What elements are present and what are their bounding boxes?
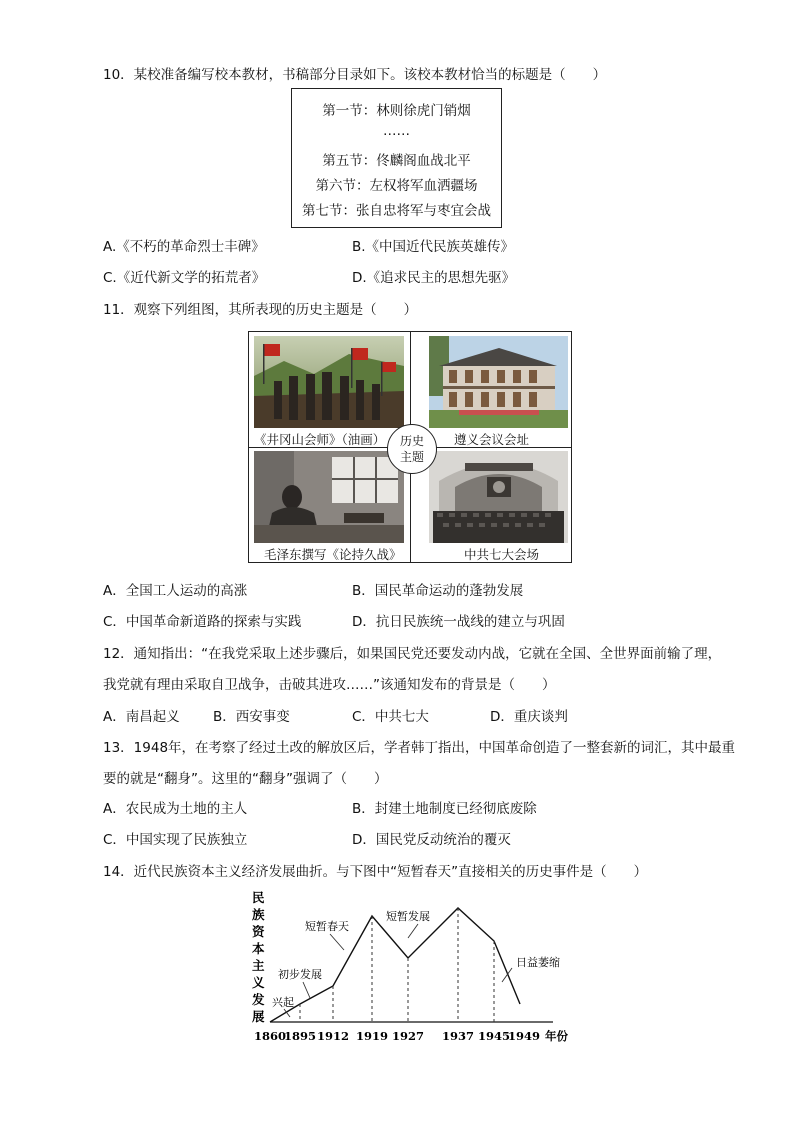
q11-option-b[interactable]: B．国民革命运动的蓬勃发展 xyxy=(352,583,524,599)
q12-option-a[interactable]: A．南昌起义 xyxy=(103,709,180,725)
x-tick-label: 1927 xyxy=(391,1029,425,1043)
curve-annotations xyxy=(272,909,560,1009)
y-axis-label-char: 资 xyxy=(252,924,265,939)
toc-line: …… xyxy=(383,123,410,139)
q14-stem: 14．近代民族资本主义经济发展曲折。与下图中“短暂春天”直接相关的历史事件是（ ） xyxy=(103,864,648,880)
q10-option-d[interactable]: D.《追求民主的思想先驱》 xyxy=(352,270,516,286)
toc-line: 第一节：林则徐虎门销烟 xyxy=(322,103,471,119)
y-axis-label-char: 民 xyxy=(252,890,265,905)
q10-option-b[interactable]: B.《中国近代民族英雄传》 xyxy=(352,239,515,255)
q11-option-a[interactable]: A．全国工人运动的高涨 xyxy=(103,583,248,599)
caption-jinggangshan: 《井冈山会师》（油画） xyxy=(254,432,386,447)
q13-option-b[interactable]: B．封建土地制度已经彻底废除 xyxy=(352,801,537,817)
y-axis-label-char: 发 xyxy=(252,992,265,1007)
q11-stem: 11．观察下列组图，其所表现的历史主题是（ ） xyxy=(103,302,418,318)
q13-stem-line2: 要的就是“翻身”。这里的“翻身”强调了（ ） xyxy=(103,771,388,787)
x-tick-label: 1860 xyxy=(253,1029,287,1043)
toc-line: 第五节：佟麟阁血战北平 xyxy=(322,153,471,169)
toc-line: 第六节：左权将军血洒疆场 xyxy=(315,178,478,194)
y-axis-label-char: 本 xyxy=(252,941,265,956)
q12-option-c[interactable]: C．中共七大 xyxy=(352,709,429,725)
x-tick-labels xyxy=(254,1029,540,1043)
seventh-congress-image xyxy=(429,451,568,543)
y-axis-label-char: 展 xyxy=(252,1009,265,1024)
x-tick-label: 1949 xyxy=(507,1029,541,1043)
x-axis-label: 年份 xyxy=(545,1029,568,1043)
x-tick-label: 1945 xyxy=(477,1029,511,1043)
q10-option-a[interactable]: A.《不朽的革命烈士丰碑》 xyxy=(103,239,265,255)
caption-zunyi: 遵义会议会址 xyxy=(454,432,530,447)
q11-option-d[interactable]: D．抗日民族统一战线的建立与巩固 xyxy=(352,614,565,630)
x-tick-label: 1895 xyxy=(283,1029,317,1043)
y-axis-label-char: 族 xyxy=(252,907,265,922)
q12-stem-line2: 我党就有理由采取自卫战争，击破其进攻……”该通知发布的背景是（ ） xyxy=(103,677,556,693)
q12-option-b[interactable]: B．西安事变 xyxy=(213,709,290,725)
annotation-arrow xyxy=(303,982,310,998)
caption-seventh-congress: 中共七大会场 xyxy=(464,547,540,562)
annotation-arrow xyxy=(330,934,344,950)
q12-option-d[interactable]: D．重庆谈判 xyxy=(490,709,568,725)
curve-annotation: 初步发展 xyxy=(278,968,322,981)
y-axis-label xyxy=(251,890,265,1024)
chart-svg xyxy=(248,886,578,1048)
curve-annotation: 短暂春天 xyxy=(305,920,349,933)
zunyi-site-image xyxy=(429,336,568,428)
x-tick-label: 1912 xyxy=(316,1029,350,1043)
q11-option-c[interactable]: C．中国革命新道路的探索与实践 xyxy=(103,614,302,630)
q13-option-d[interactable]: D．国民党反动统治的覆灭 xyxy=(352,832,511,848)
jinggangshan-painting-image xyxy=(254,336,404,428)
q12-stem-line1: 12．通知指出：“在我党采取上述步骤后，如果国民党还要发动内战，它就在全国、全世界面前输了理， xyxy=(103,646,722,662)
mao-writing-image xyxy=(254,451,404,543)
capitalism-development-chart xyxy=(248,886,578,1048)
q10-toc-box xyxy=(291,88,502,228)
y-axis-label-char: 义 xyxy=(252,975,265,990)
y-axis-label-char: 主 xyxy=(252,958,265,973)
history-theme-circle xyxy=(387,424,437,474)
curve-annotation: 兴起 xyxy=(272,996,294,1009)
q10-option-c[interactable]: C.《近代新文学的拓荒者》 xyxy=(103,270,266,286)
x-tick-label: 1919 xyxy=(355,1029,389,1043)
theme-label-1: 历史 xyxy=(399,434,424,448)
annotation-arrow xyxy=(408,924,418,938)
q11-image-grid xyxy=(248,331,572,563)
q13-stem-line1: 13．1948年，在考察了经过土改的解放区后，学者韩丁指出，中国革命创造了一整套新的词汇，其中最重 xyxy=(103,740,736,756)
curve-annotation: 日益萎缩 xyxy=(516,956,560,969)
curve-annotation: 短暂发展 xyxy=(386,910,430,923)
q13-option-c[interactable]: C．中国实现了民族独立 xyxy=(103,832,248,848)
q10-stem: 10．某校准备编写校本教材，书稿部分目录如下。该校本教材恰当的标题是（ ） xyxy=(103,67,607,83)
q13-option-a[interactable]: A．农民成为土地的主人 xyxy=(103,801,248,817)
toc-line: 第七节：张自忠将军与枣宜会战 xyxy=(302,203,491,219)
x-tick-label: 1937 xyxy=(441,1029,475,1043)
theme-label-2: 主题 xyxy=(399,450,424,464)
caption-mao-writing: 毛泽东撰写《论持久战》 xyxy=(264,547,402,562)
